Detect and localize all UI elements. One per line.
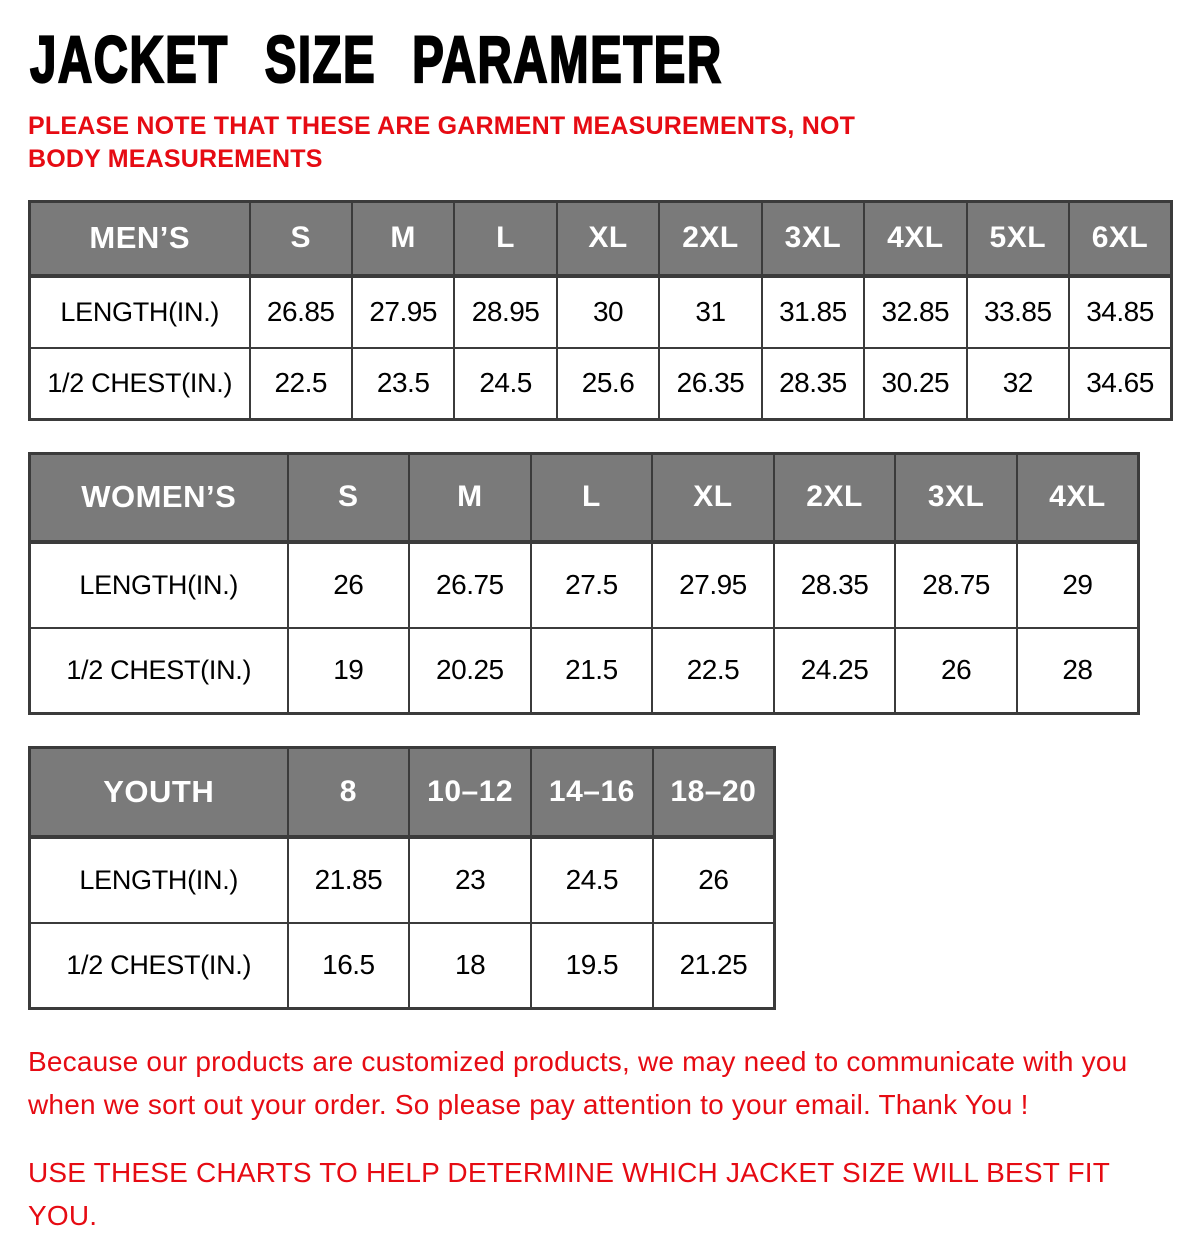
youth-table-title-cell: YOUTH <box>30 748 288 837</box>
value-cell: 24.5 <box>531 837 653 923</box>
value-cell: 28.35 <box>774 542 896 628</box>
value-cell: 23 <box>409 837 531 923</box>
value-cell: 34.65 <box>1069 348 1172 420</box>
page-title-text: JACKET SIZE PARAMETER <box>30 22 723 96</box>
value-cell: 21.5 <box>531 628 653 714</box>
size-header-cell: 3XL <box>895 454 1017 542</box>
youth-header-row <box>30 748 775 837</box>
value-cell: 20.25 <box>409 628 531 714</box>
value-cell: 26 <box>288 542 410 628</box>
row-label: LENGTH(IN.) <box>30 276 250 348</box>
value-cell: 16.5 <box>288 923 410 1009</box>
value-cell: 30 <box>557 276 659 348</box>
size-header-cell: 3XL <box>762 202 864 276</box>
value-cell: 31 <box>659 276 761 348</box>
value-cell: 27.5 <box>531 542 653 628</box>
value-cell: 32 <box>967 348 1069 420</box>
value-cell: 30.25 <box>864 348 966 420</box>
size-header-cell: 4XL <box>864 202 966 276</box>
value-cell: 19.5 <box>531 923 653 1009</box>
value-cell: 24.5 <box>454 348 556 420</box>
row-label: 1/2 CHEST(IN.) <box>30 348 250 420</box>
value-cell: 26.35 <box>659 348 761 420</box>
measurement-row <box>30 923 775 1009</box>
size-header-cell: 8 <box>288 748 410 837</box>
value-cell: 31.85 <box>762 276 864 348</box>
value-cell: 27.95 <box>352 276 454 348</box>
mens-size-table <box>28 200 1173 421</box>
value-cell: 21.85 <box>288 837 410 923</box>
customization-notice: Because our products are customized products, we may need to communicate with you when we sort out your order. So please pay attention to your email. Thank You ! <box>28 1046 1128 1121</box>
value-cell: 28.35 <box>762 348 864 420</box>
value-cell: 23.5 <box>352 348 454 420</box>
size-header-cell: L <box>454 202 556 276</box>
youth-size-table <box>28 746 776 1010</box>
size-header-cell: S <box>250 202 352 276</box>
page-title <box>30 22 1200 96</box>
row-label: LENGTH(IN.) <box>30 837 288 923</box>
value-cell: 26.85 <box>250 276 352 348</box>
size-tables <box>28 200 1200 1010</box>
womens-size-table <box>28 452 1140 715</box>
size-header-cell: XL <box>652 454 774 542</box>
value-cell: 26.75 <box>409 542 531 628</box>
row-label: 1/2 CHEST(IN.) <box>30 923 288 1009</box>
value-cell: 25.6 <box>557 348 659 420</box>
size-header-cell: L <box>531 454 653 542</box>
value-cell: 34.85 <box>1069 276 1172 348</box>
value-cell: 22.5 <box>652 628 774 714</box>
size-header-cell: 18–20 <box>653 748 775 837</box>
measurement-row <box>30 628 1139 714</box>
row-label: 1/2 CHEST(IN.) <box>30 628 288 714</box>
size-header-cell: 10–12 <box>409 748 531 837</box>
size-header-cell: 5XL <box>967 202 1069 276</box>
value-cell: 28 <box>1017 628 1139 714</box>
value-cell: 27.95 <box>652 542 774 628</box>
value-cell: 18 <box>409 923 531 1009</box>
value-cell: 28.95 <box>454 276 556 348</box>
measurement-row <box>30 348 1172 420</box>
size-header-cell: S <box>288 454 410 542</box>
value-cell: 32.85 <box>864 276 966 348</box>
row-label: LENGTH(IN.) <box>30 542 288 628</box>
mens-table-title-cell: MEN’S <box>30 202 250 276</box>
size-header-cell: 2XL <box>659 202 761 276</box>
size-header-cell: 6XL <box>1069 202 1172 276</box>
size-header-cell: M <box>409 454 531 542</box>
size-header-cell: M <box>352 202 454 276</box>
size-header-cell: 4XL <box>1017 454 1139 542</box>
measurement-row <box>30 542 1139 628</box>
garment-measurement-note: PLEASE NOTE THAT THESE ARE GARMENT MEASUREMENTS, NOT BODY MEASUREMENTS <box>28 112 856 173</box>
womens-header-row <box>30 454 1139 542</box>
size-header-cell: XL <box>557 202 659 276</box>
value-cell: 33.85 <box>967 276 1069 348</box>
mens-header-row <box>30 202 1172 276</box>
value-cell: 26 <box>653 837 775 923</box>
measurement-row <box>30 837 775 923</box>
value-cell: 19 <box>288 628 410 714</box>
value-cell: 26 <box>895 628 1017 714</box>
measurement-row <box>30 276 1172 348</box>
size-header-cell: 2XL <box>774 454 896 542</box>
value-cell: 21.25 <box>653 923 775 1009</box>
size-header-cell: 14–16 <box>531 748 653 837</box>
value-cell: 24.25 <box>774 628 896 714</box>
usage-instruction: USE THESE CHARTS TO HELP DETERMINE WHICH JACKET SIZE WILL BEST FIT YOU. <box>28 1156 1110 1232</box>
value-cell: 29 <box>1017 542 1139 628</box>
value-cell: 28.75 <box>895 542 1017 628</box>
womens-table-title-cell: WOMEN’S <box>30 454 288 542</box>
value-cell: 22.5 <box>250 348 352 420</box>
